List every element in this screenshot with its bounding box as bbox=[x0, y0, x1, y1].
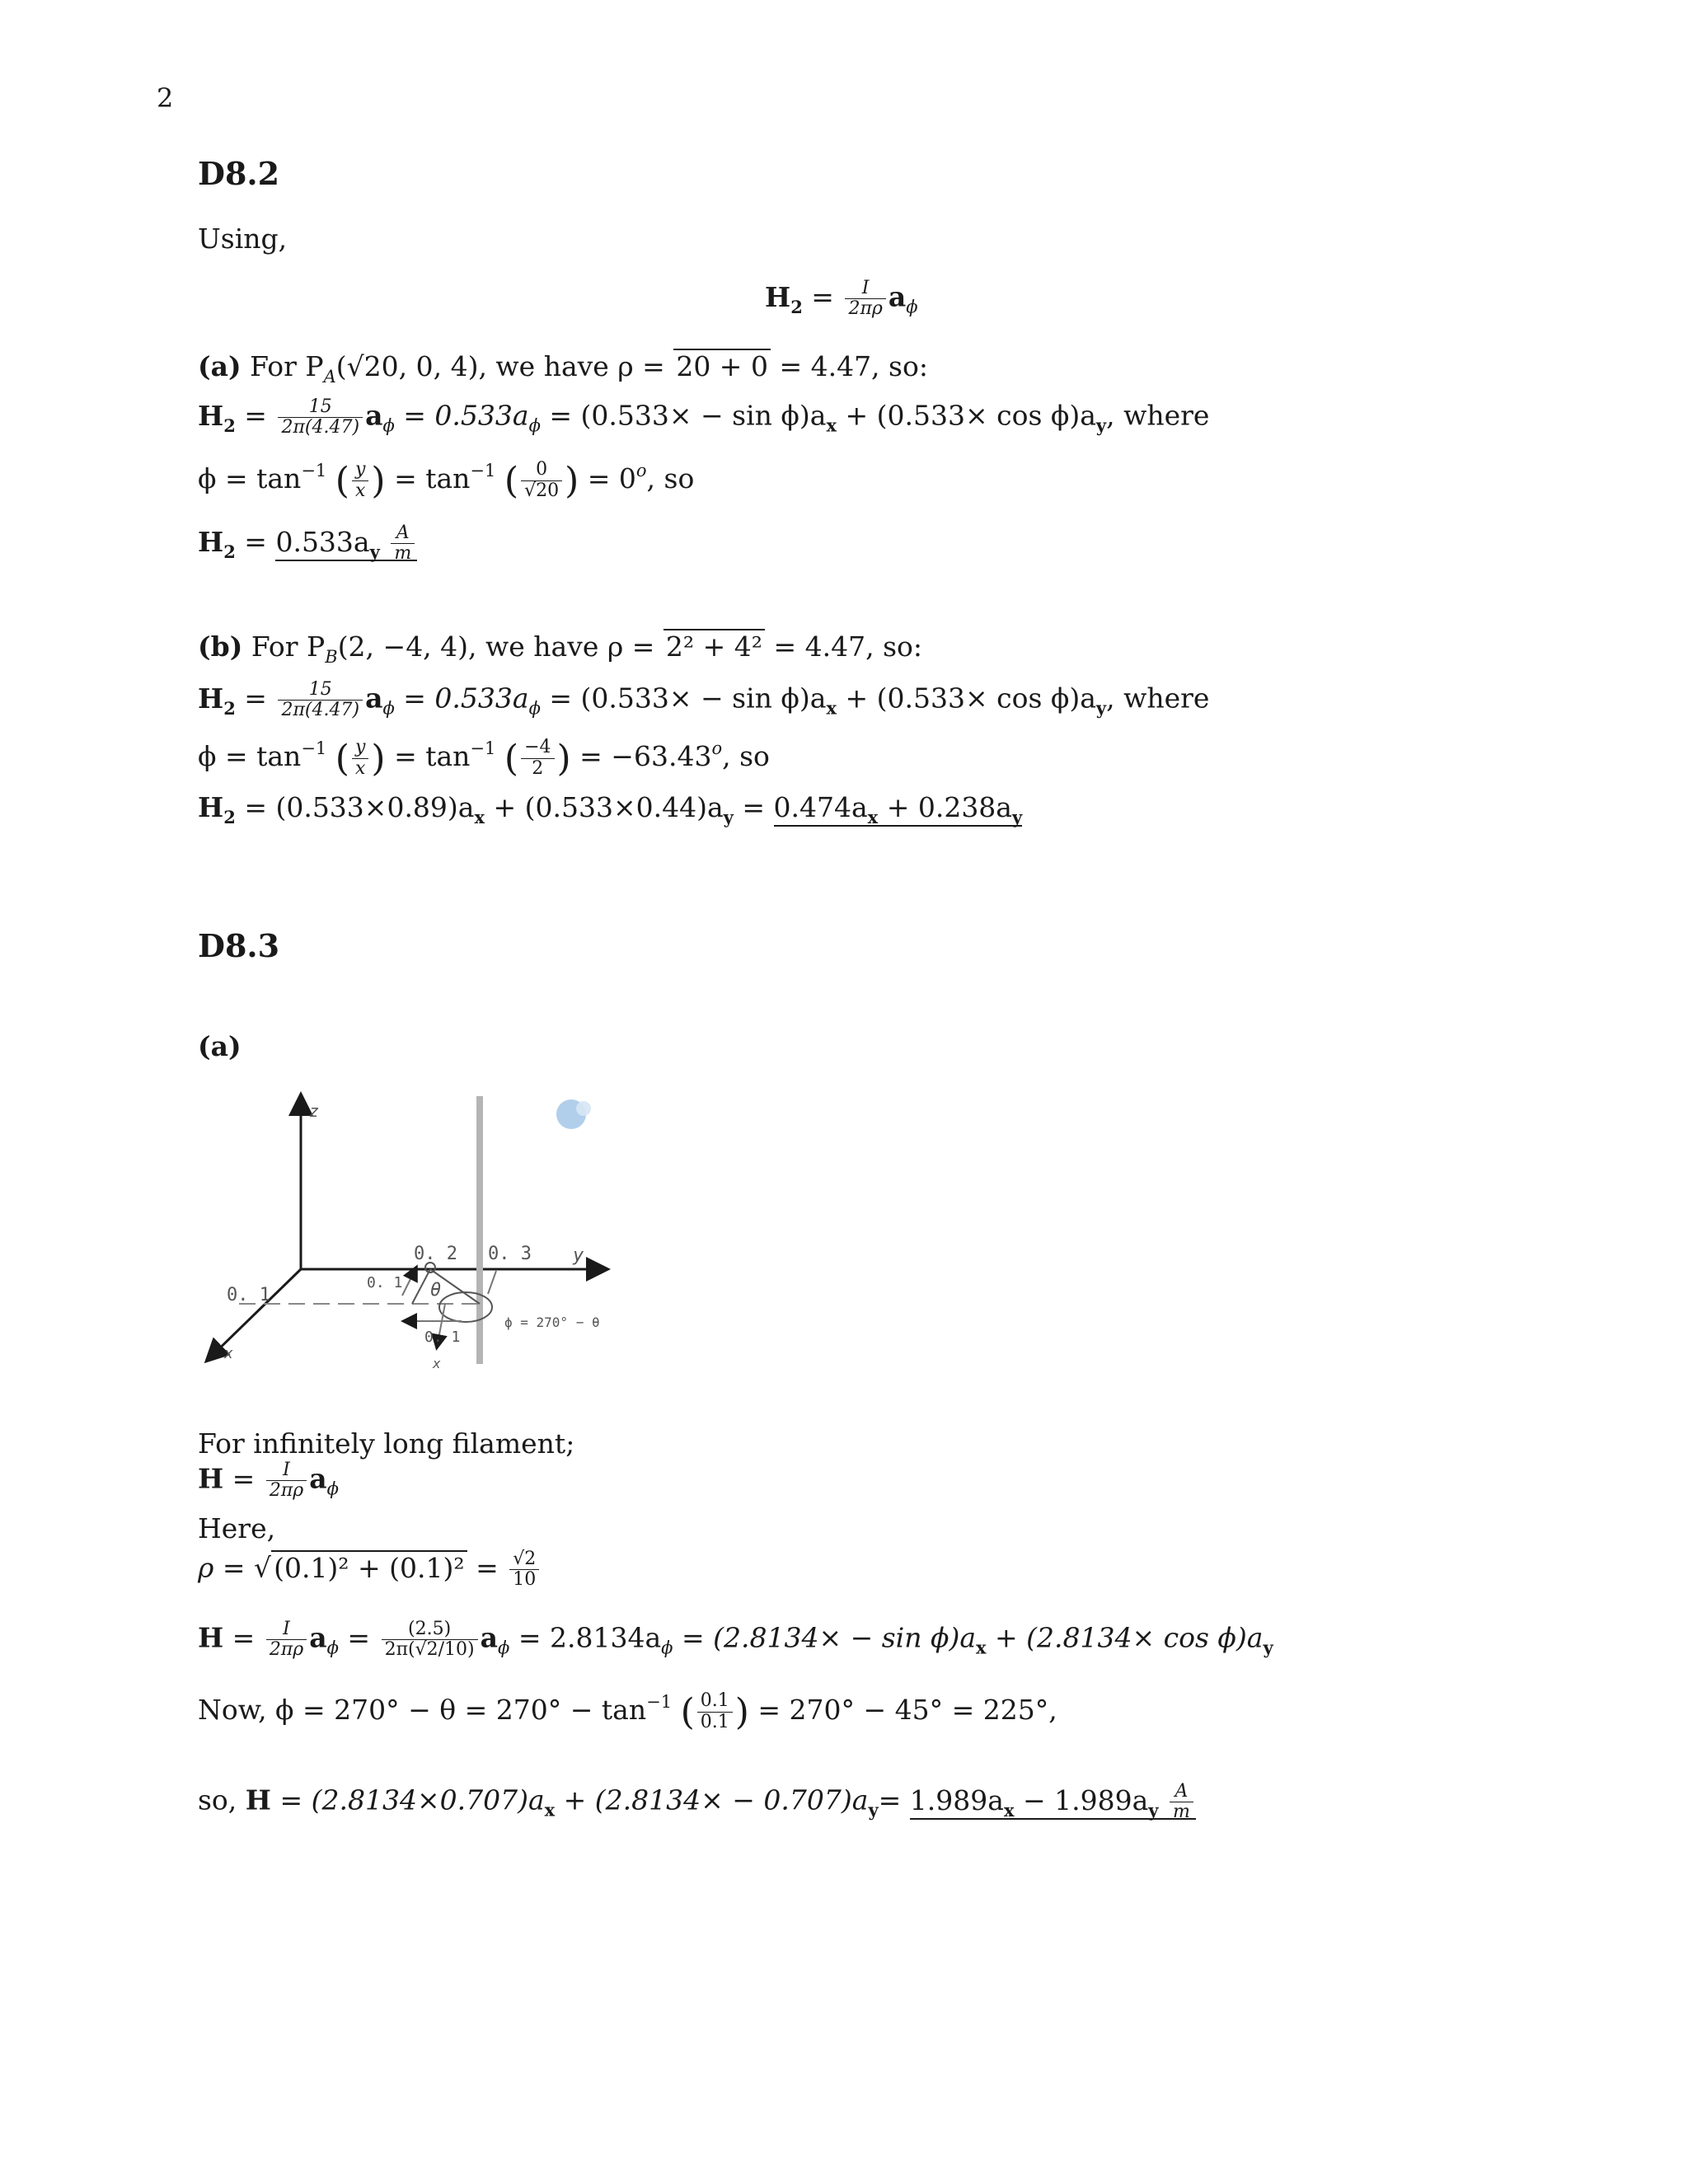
tick-03-line bbox=[488, 1271, 496, 1294]
label-y: y bbox=[573, 1245, 584, 1266]
h-computation: H = $\frac{I}{2\pi\rho}$ $a_\phi$ = $\frac{(2.5)}{2\pi(√2/10)}$ $a_\phi = 2.8134a_\phi = (2.8134\times - \sin \phi)a_x + (2.8134\times \cos \phi)a_y$ bbox=[198, 1619, 1273, 1661]
globe-icon-highlight bbox=[576, 1101, 591, 1116]
tick-01-b: 0. 1 bbox=[424, 1329, 461, 1346]
filament-diagram bbox=[198, 1080, 626, 1376]
part-a-phi: $\phi = \tan^{-1}$ ( $\frac{y}{x}$ ) = $\tan^{-1}$ ( $\frac{0}{√20}$ ) = $0^o$, so bbox=[198, 459, 695, 502]
label-z: z bbox=[309, 1101, 320, 1121]
tick-01-left: 0. 1 bbox=[227, 1285, 270, 1305]
x-axis bbox=[208, 1269, 301, 1360]
tick-03: 0. 3 bbox=[488, 1244, 532, 1264]
formula-h2: $H_2$ = $\frac{I}{2\pi\rho}$ $a_\phi$ bbox=[765, 278, 918, 320]
phi-arc bbox=[439, 1292, 492, 1322]
part-b-result: $H_2 = (0.533\times 0.89)a_x + (0.533\times 0.44)a_y = 0.474a_x + 0.238a_y$ bbox=[198, 791, 1023, 827]
rho-formula: ρ = √(0.1)² + (0.1)² = $\frac{√2}{10}$ bbox=[198, 1549, 542, 1590]
part-b-phi: $\phi = \tan^{-1}$ ( $\frac{y}{x}$ ) = $\tan^{-1}$ ( $\frac{-4}{2}$ ) = $-63.43^o$, so bbox=[198, 737, 770, 780]
part-a-result: $H_2 = 0.533a_y$ $\frac{A}{m}$ bbox=[198, 523, 417, 564]
label-phi-eq: ϕ = 270° − θ bbox=[504, 1315, 600, 1330]
triangle-side bbox=[412, 1269, 430, 1304]
page-number: 2 bbox=[157, 82, 174, 114]
intro-text: Using, bbox=[198, 223, 288, 255]
final-result: so, $H = (2.8134\times 0.707)a_x + (2.8134\times - 0.707)a_y= 1.989a_x - 1.989a_y$ $\frac{A}{m}$ bbox=[198, 1782, 1196, 1822]
phi-computation: Now, $\phi = 270^\circ - \theta = 270^\circ - \tan^{-1}$ ( $\frac{0.1}{0.1}$ ) = 270° − 45° = 225°, bbox=[198, 1690, 1057, 1733]
filament-text: For infinitely long filament; bbox=[198, 1427, 575, 1460]
arrow-01a bbox=[402, 1268, 416, 1296]
part-a-line1: (a) For $P_A(√20$, 0, 4), we have ρ = 20 + 0 = 4.47, so: bbox=[198, 350, 928, 387]
section-title-d82: D8.2 bbox=[198, 155, 280, 192]
part-b-line1: (b) For $P_B(2$, −4, 4), we have ρ = 2² + 4² = 4.47, so: bbox=[198, 630, 923, 667]
label-x: x bbox=[224, 1345, 233, 1362]
tick-02: 0. 2 bbox=[414, 1244, 457, 1264]
section-title-d83: D8.3 bbox=[198, 927, 280, 964]
here-text: Here, bbox=[198, 1512, 276, 1544]
tick-01-a: 0. 1 bbox=[367, 1274, 403, 1291]
label-x-small: x bbox=[433, 1356, 441, 1371]
part-a-label: (a) bbox=[198, 1030, 241, 1062]
formula-h: H = $\frac{I}{2\pi\rho}$ $a_\phi$ bbox=[198, 1460, 339, 1502]
part-a-line2: $H_2$ = $\frac{15}{2\pi(4.47)}$ $a_\phi = 0.533a_\phi = (0.533\times - \sin \phi)a_x + (0.533\times \cos \phi)a_y$, where bbox=[198, 396, 1210, 438]
part-b-line2: $H_2$ = $\frac{15}{2\pi(4.47)}$ $a_\phi = 0.533a_\phi = (0.533\times - \sin \phi)a_x + (0.533\times \cos \phi)a_y$, where bbox=[198, 679, 1210, 721]
label-theta: θ bbox=[430, 1280, 442, 1301]
